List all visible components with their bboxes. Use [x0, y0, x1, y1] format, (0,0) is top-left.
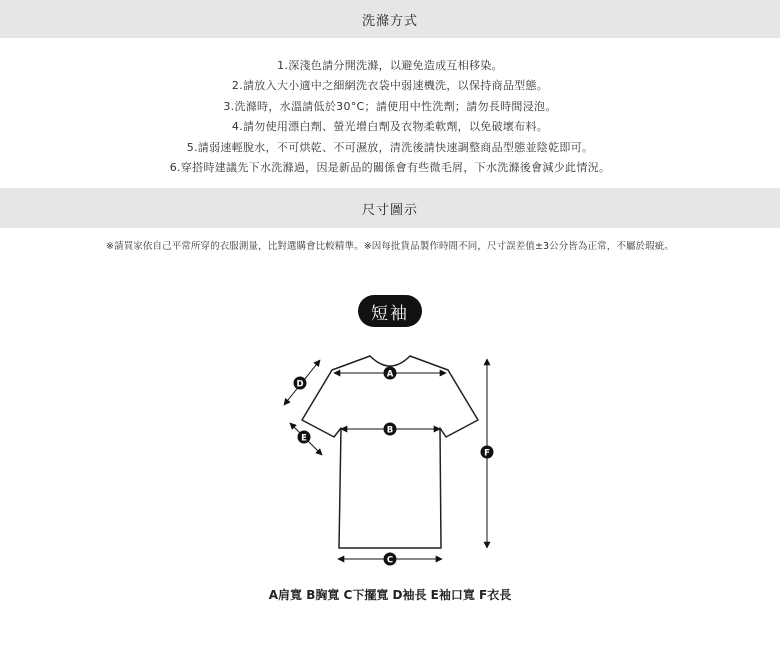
- wash-section-title: 洗滌方式: [361, 13, 418, 29]
- size-section-title: 尺寸圖示: [361, 202, 418, 218]
- tshirt-outline: [302, 356, 478, 548]
- size-section-header: [0, 188, 780, 228]
- marker-b-letter: B: [386, 425, 394, 436]
- marker-a-letter: A: [386, 369, 394, 380]
- marker-c: [384, 553, 397, 566]
- tshirt-size-diagram: [270, 340, 510, 570]
- marker-f: [481, 446, 494, 459]
- wash-instruction-item: 6.穿搭時建議先下水洗滌過，因是新品的關係會有些微毛屑，下水洗滌後會減少此情況。: [169, 161, 611, 175]
- marker-c-letter: C: [386, 555, 394, 566]
- marker-b: [384, 423, 397, 436]
- size-legend: A肩寬 B胸寬 C下擺寬 D袖長 E袖口寬 F衣長: [268, 588, 512, 602]
- measurement-note: ※請買家依自己平常所穿的衣服測量，比對選購會比較精準。※因每批貨品製作時間不同，尺寸誤差值±3公分皆為正常，不屬於瑕疵。: [106, 241, 674, 252]
- wash-instruction-item: 2.請放入大小適中之細網洗衣袋中弱速機洗，以保持商品型態。: [231, 79, 549, 93]
- wash-instructions-list: [0, 56, 780, 178]
- marker-e-letter: E: [301, 433, 307, 444]
- wash-instruction-item: 1.深淺色請分開洗滌，以避免造成互相移染。: [277, 59, 503, 72]
- wash-instruction-item: 3.洗滌時，水溫請低於30°C；請使用中性洗劑；請勿長時間浸泡。: [223, 99, 557, 113]
- wash-section-header: [0, 0, 780, 38]
- marker-a: [384, 367, 397, 380]
- garment-type-label: 短袖: [371, 303, 409, 324]
- wash-instruction-item: 4.請勿使用漂白劑、螢光增白劑及衣物柔軟劑，以免破壞布料。: [231, 120, 549, 134]
- marker-d: [294, 377, 307, 390]
- marker-d-letter: D: [296, 379, 304, 390]
- wash-instruction-item: 5.請弱速輕脫水，不可烘乾、不可濕放，清洗後請快速調整商品型態並陰乾即可。: [186, 140, 594, 154]
- garment-type-badge: [358, 295, 422, 327]
- marker-f-letter: F: [484, 448, 490, 459]
- marker-e: [298, 431, 311, 444]
